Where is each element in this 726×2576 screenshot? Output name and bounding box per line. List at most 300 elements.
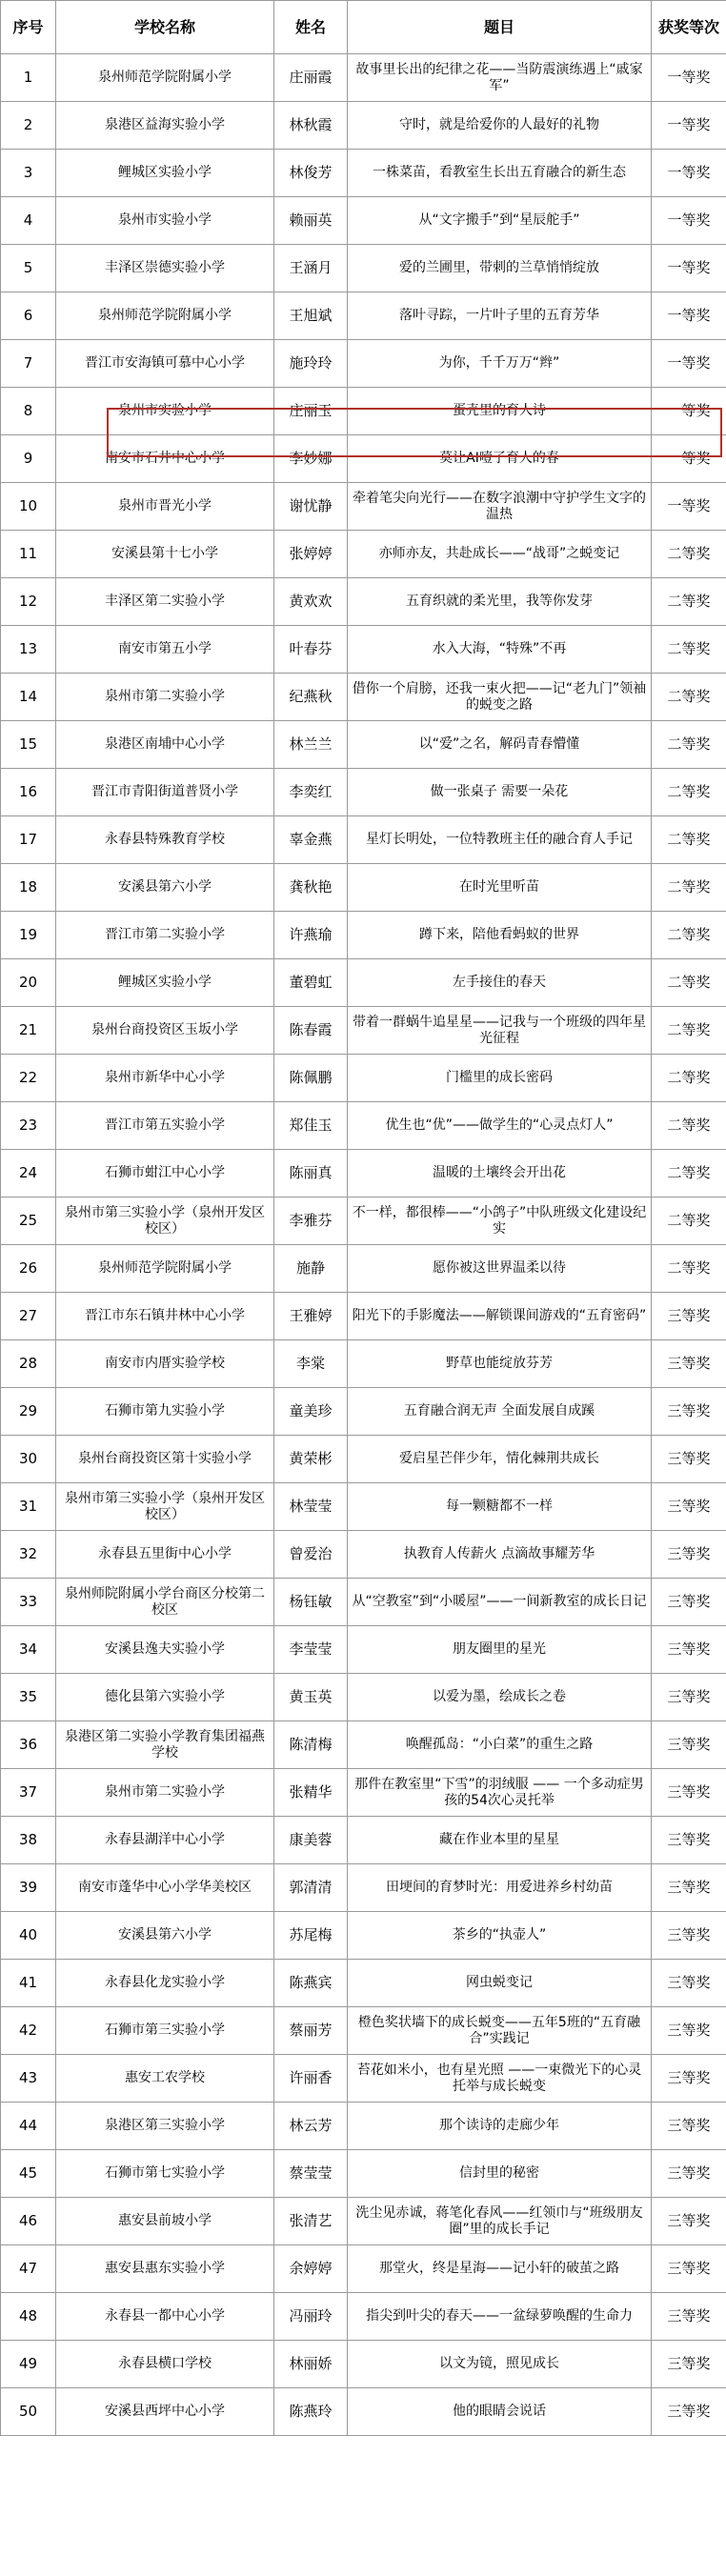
table-row xyxy=(1,1817,726,1864)
cell-title: 那个读诗的走廊少年 xyxy=(348,2103,652,2150)
cell-seq: 9 xyxy=(1,435,56,483)
cell-name: 陈燕玲 xyxy=(274,2388,348,2436)
cell-title: 守时，就是给爱你的人最好的礼物 xyxy=(348,102,652,150)
cell-name: 郭清清 xyxy=(274,1864,348,1912)
cell-school: 永春县特殊教育学校 xyxy=(56,816,274,864)
cell-award: 一等奖 xyxy=(652,245,726,292)
cell-title: 不一样，都很棒——“小鸽子”中队班级文化建设纪实 xyxy=(348,1197,652,1245)
cell-award: 二等奖 xyxy=(652,1245,726,1293)
cell-seq: 2 xyxy=(1,102,56,150)
cell-school: 南安市内厝实验学校 xyxy=(56,1340,274,1388)
cell-school: 永春县化龙实验小学 xyxy=(56,1960,274,2007)
cell-seq: 6 xyxy=(1,292,56,340)
cell-seq: 41 xyxy=(1,1960,56,2007)
table-row xyxy=(1,959,726,1007)
cell-seq: 29 xyxy=(1,1388,56,1436)
table-row xyxy=(1,483,726,531)
cell-seq: 48 xyxy=(1,2293,56,2341)
cell-title: 那件在教室里“下雪”的羽绒服 —— 一个多动症男孩的54次心灵托举 xyxy=(348,1769,652,1817)
cell-school: 泉港区第二实验小学教育集团福燕学校 xyxy=(56,1721,274,1769)
cell-seq: 43 xyxy=(1,2055,56,2103)
cell-title: 亦师亦友，共赴成长——“战哥”之蜕变记 xyxy=(348,531,652,578)
table-row xyxy=(1,2198,726,2245)
cell-award: 三等奖 xyxy=(652,1340,726,1388)
cell-award: 一等奖 xyxy=(652,197,726,245)
cell-name: 王涵月 xyxy=(274,245,348,292)
cell-school: 泉州市第二实验小学 xyxy=(56,1769,274,1817)
table-row xyxy=(1,1531,726,1579)
cell-award: 一等奖 xyxy=(652,388,726,435)
cell-title: 为你，千千万万“辫” xyxy=(348,340,652,388)
cell-name: 郑佳玉 xyxy=(274,1102,348,1150)
cell-title: 从“文字搬手”到“星辰舵手” xyxy=(348,197,652,245)
cell-award: 三等奖 xyxy=(652,1388,726,1436)
cell-school: 晋江市青阳街道普贤小学 xyxy=(56,769,274,816)
cell-title: 每一颗糖都不一样 xyxy=(348,1483,652,1531)
table-row xyxy=(1,2245,726,2293)
cell-school: 晋江市第二实验小学 xyxy=(56,912,274,959)
table-row xyxy=(1,2388,726,2436)
header-award: 获奖等次 xyxy=(652,1,726,54)
cell-title: 门槛里的成长密码 xyxy=(348,1055,652,1102)
cell-award: 二等奖 xyxy=(652,578,726,626)
cell-title: 爱的兰圃里，带刺的兰草悄悄绽放 xyxy=(348,245,652,292)
cell-school: 泉州市实验小学 xyxy=(56,197,274,245)
table-row xyxy=(1,1293,726,1340)
cell-school: 永春县一都中心小学 xyxy=(56,2293,274,2341)
table-row xyxy=(1,1340,726,1388)
cell-seq: 21 xyxy=(1,1007,56,1055)
cell-school: 晋江市安海镇可慕中心小学 xyxy=(56,340,274,388)
cell-award: 一等奖 xyxy=(652,292,726,340)
cell-name: 蔡莹莹 xyxy=(274,2150,348,2198)
cell-seq: 44 xyxy=(1,2103,56,2150)
cell-name: 李奕红 xyxy=(274,769,348,816)
cell-title: 以“爱”之名，解码青春懵懂 xyxy=(348,721,652,769)
cell-seq: 30 xyxy=(1,1436,56,1483)
cell-seq: 26 xyxy=(1,1245,56,1293)
table-row xyxy=(1,864,726,912)
cell-title: 故事里长出的纪律之花——当防震演练遇上“戚家军” xyxy=(348,54,652,102)
cell-title: 网虫蜕变记 xyxy=(348,1960,652,2007)
cell-title: 做一张桌子 需要一朵花 xyxy=(348,769,652,816)
table-row xyxy=(1,292,726,340)
cell-school: 安溪县第六小学 xyxy=(56,864,274,912)
cell-name: 康美蓉 xyxy=(274,1817,348,1864)
cell-name: 杨钰敏 xyxy=(274,1579,348,1626)
cell-name: 林莹莹 xyxy=(274,1483,348,1531)
cell-award: 一等奖 xyxy=(652,54,726,102)
cell-school: 泉州市第二实验小学 xyxy=(56,674,274,721)
cell-title: 那堂火，终是星海——记小轩的破茧之路 xyxy=(348,2245,652,2293)
cell-title: 优生也“优”——做学生的“心灵点灯人” xyxy=(348,1102,652,1150)
cell-seq: 8 xyxy=(1,388,56,435)
cell-seq: 17 xyxy=(1,816,56,864)
cell-award: 一等奖 xyxy=(652,483,726,531)
cell-award: 三等奖 xyxy=(652,2388,726,2436)
cell-title: 唤醒孤岛：“小白菜”的重生之路 xyxy=(348,1721,652,1769)
cell-seq: 38 xyxy=(1,1817,56,1864)
cell-name: 林秋霞 xyxy=(274,102,348,150)
cell-name: 李莹莹 xyxy=(274,1626,348,1674)
cell-seq: 45 xyxy=(1,2150,56,2198)
table-row xyxy=(1,1007,726,1055)
cell-title: 星灯长明处，一位特教班主任的融合育人手记 xyxy=(348,816,652,864)
cell-seq: 20 xyxy=(1,959,56,1007)
cell-name: 黄玉英 xyxy=(274,1674,348,1721)
cell-name: 庄丽霞 xyxy=(274,54,348,102)
cell-seq: 33 xyxy=(1,1579,56,1626)
cell-school: 德化县第六实验小学 xyxy=(56,1674,274,1721)
cell-school: 泉州市新华中心小学 xyxy=(56,1055,274,1102)
cell-school: 石狮市第九实验小学 xyxy=(56,1388,274,1436)
cell-title: 藏在作业本里的星星 xyxy=(348,1817,652,1864)
cell-title: 牵着笔尖向光行——在数字浪潮中守护学生文字的温热 xyxy=(348,483,652,531)
cell-award: 二等奖 xyxy=(652,959,726,1007)
cell-title: 以爱为墨，绘成长之卷 xyxy=(348,1674,652,1721)
cell-award: 三等奖 xyxy=(652,1769,726,1817)
cell-title: 田埂间的育梦时光：用爱进养乡村幼苗 xyxy=(348,1864,652,1912)
table-row xyxy=(1,1626,726,1674)
table-row xyxy=(1,2341,726,2388)
cell-name: 王旭斌 xyxy=(274,292,348,340)
table-row xyxy=(1,435,726,483)
header-school: 学校名称 xyxy=(56,1,274,54)
cell-award: 三等奖 xyxy=(652,1436,726,1483)
cell-seq: 27 xyxy=(1,1293,56,1340)
cell-name: 蔡丽芳 xyxy=(274,2007,348,2055)
cell-name: 纪燕秋 xyxy=(274,674,348,721)
cell-award: 三等奖 xyxy=(652,1293,726,1340)
cell-title: 阳光下的手影魔法——解锁课间游戏的“五育密码” xyxy=(348,1293,652,1340)
cell-title: 五育融合润无声 全面发展自成蹊 xyxy=(348,1388,652,1436)
cell-award: 二等奖 xyxy=(652,864,726,912)
cell-seq: 28 xyxy=(1,1340,56,1388)
cell-title: 洗尘见赤诚，蒋笔化春风——红领巾与“班级朋友圈”里的成长手记 xyxy=(348,2198,652,2245)
cell-school: 丰泽区第二实验小学 xyxy=(56,578,274,626)
cell-name: 李妙娜 xyxy=(274,435,348,483)
cell-school: 永春县横口学校 xyxy=(56,2341,274,2388)
cell-school: 泉州台商投资区玉坂小学 xyxy=(56,1007,274,1055)
cell-award: 二等奖 xyxy=(652,1150,726,1197)
cell-school: 惠安县前坡小学 xyxy=(56,2198,274,2245)
cell-title: 蛋壳里的育人诗 xyxy=(348,388,652,435)
cell-award: 二等奖 xyxy=(652,674,726,721)
cell-school: 南安市第五小学 xyxy=(56,626,274,674)
cell-seq: 5 xyxy=(1,245,56,292)
cell-award: 三等奖 xyxy=(652,1483,726,1531)
cell-name: 陈春霞 xyxy=(274,1007,348,1055)
cell-title: 左手接住的春天 xyxy=(348,959,652,1007)
cell-title: 朋友圈里的星光 xyxy=(348,1626,652,1674)
cell-title: 从“空教室”到“小暖屋”——一间新教室的成长日记 xyxy=(348,1579,652,1626)
cell-school: 安溪县第十七小学 xyxy=(56,531,274,578)
cell-title: 愿你被这世界温柔以待 xyxy=(348,1245,652,1293)
cell-name: 曾爱治 xyxy=(274,1531,348,1579)
cell-seq: 22 xyxy=(1,1055,56,1102)
cell-award: 三等奖 xyxy=(652,2245,726,2293)
cell-school: 丰泽区崇德实验小学 xyxy=(56,245,274,292)
cell-title: 执教育人传薪火 点滴故事耀芳华 xyxy=(348,1531,652,1579)
table-row xyxy=(1,1197,726,1245)
table-row xyxy=(1,388,726,435)
cell-award: 二等奖 xyxy=(652,816,726,864)
cell-name: 叶春芬 xyxy=(274,626,348,674)
cell-seq: 35 xyxy=(1,1674,56,1721)
cell-award: 三等奖 xyxy=(652,1864,726,1912)
table-row xyxy=(1,626,726,674)
cell-name: 许丽香 xyxy=(274,2055,348,2103)
cell-name: 苏尾梅 xyxy=(274,1912,348,1960)
cell-seq: 15 xyxy=(1,721,56,769)
cell-seq: 46 xyxy=(1,2198,56,2245)
cell-name: 赖丽英 xyxy=(274,197,348,245)
cell-school: 南安市蓬华中心小学华美校区 xyxy=(56,1864,274,1912)
cell-seq: 4 xyxy=(1,197,56,245)
cell-school: 惠安工农学校 xyxy=(56,2055,274,2103)
cell-award: 二等奖 xyxy=(652,1102,726,1150)
table-row xyxy=(1,2055,726,2103)
cell-seq: 34 xyxy=(1,1626,56,1674)
cell-seq: 13 xyxy=(1,626,56,674)
cell-award: 三等奖 xyxy=(652,1721,726,1769)
table-row xyxy=(1,197,726,245)
cell-school: 泉州师范学院附属小学 xyxy=(56,54,274,102)
table-row xyxy=(1,721,726,769)
cell-school: 晋江市第五实验小学 xyxy=(56,1102,274,1150)
cell-award: 二等奖 xyxy=(652,1055,726,1102)
header-row xyxy=(1,1,726,54)
cell-award: 三等奖 xyxy=(652,1960,726,2007)
cell-award: 二等奖 xyxy=(652,531,726,578)
table-row xyxy=(1,1388,726,1436)
table-row xyxy=(1,531,726,578)
table-row xyxy=(1,1912,726,1960)
cell-award: 三等奖 xyxy=(652,2055,726,2103)
cell-school: 永春县五里街中心小学 xyxy=(56,1531,274,1579)
cell-school: 泉州师院附属小学台商区分校第二校区 xyxy=(56,1579,274,1626)
header-name: 姓名 xyxy=(274,1,348,54)
cell-award: 三等奖 xyxy=(652,2103,726,2150)
cell-award: 二等奖 xyxy=(652,721,726,769)
cell-school: 惠安县惠东实验小学 xyxy=(56,2245,274,2293)
cell-name: 谢忧静 xyxy=(274,483,348,531)
header-seq: 序号 xyxy=(1,1,56,54)
cell-award: 三等奖 xyxy=(652,1912,726,1960)
cell-name: 林兰兰 xyxy=(274,721,348,769)
cell-title: 以文为镜，照见成长 xyxy=(348,2341,652,2388)
cell-seq: 14 xyxy=(1,674,56,721)
cell-school: 泉州市第三实验小学（泉州开发区校区） xyxy=(56,1197,274,1245)
cell-name: 冯丽玲 xyxy=(274,2293,348,2341)
cell-name: 张精华 xyxy=(274,1769,348,1817)
table-row xyxy=(1,1721,726,1769)
cell-school: 泉州台商投资区第十实验小学 xyxy=(56,1436,274,1483)
table-row xyxy=(1,245,726,292)
cell-name: 余婷婷 xyxy=(274,2245,348,2293)
cell-title: 茶乡的“执壶人” xyxy=(348,1912,652,1960)
cell-seq: 37 xyxy=(1,1769,56,1817)
cell-seq: 16 xyxy=(1,769,56,816)
cell-name: 董碧虹 xyxy=(274,959,348,1007)
cell-name: 林云芳 xyxy=(274,2103,348,2150)
cell-title: 在时光里听苗 xyxy=(348,864,652,912)
cell-name: 黄欢欢 xyxy=(274,578,348,626)
cell-name: 许燕瑜 xyxy=(274,912,348,959)
cell-school: 石狮市蚶江中心小学 xyxy=(56,1150,274,1197)
cell-name: 王雅婷 xyxy=(274,1293,348,1340)
cell-school: 泉州市实验小学 xyxy=(56,388,274,435)
table-row xyxy=(1,1483,726,1531)
cell-seq: 32 xyxy=(1,1531,56,1579)
cell-name: 林丽娇 xyxy=(274,2341,348,2388)
cell-title: 莫让AI噎了育人的春 xyxy=(348,435,652,483)
table-row xyxy=(1,769,726,816)
cell-title: 带着一群蜗牛追星星——记我与一个班级的四年星光征程 xyxy=(348,1007,652,1055)
table-row xyxy=(1,1674,726,1721)
cell-award: 三等奖 xyxy=(652,2198,726,2245)
cell-school: 泉州市晋光小学 xyxy=(56,483,274,531)
table-row xyxy=(1,2007,726,2055)
cell-name: 庄丽玉 xyxy=(274,388,348,435)
table-row xyxy=(1,1864,726,1912)
cell-seq: 18 xyxy=(1,864,56,912)
cell-seq: 49 xyxy=(1,2341,56,2388)
cell-award: 一等奖 xyxy=(652,102,726,150)
table-row xyxy=(1,816,726,864)
cell-school: 泉州师范学院附属小学 xyxy=(56,292,274,340)
cell-name: 陈清梅 xyxy=(274,1721,348,1769)
cell-title: 蹲下来，陪他看蚂蚁的世界 xyxy=(348,912,652,959)
cell-name: 张清艺 xyxy=(274,2198,348,2245)
table-row xyxy=(1,674,726,721)
cell-seq: 25 xyxy=(1,1197,56,1245)
cell-title: 水入大海，“特殊”不再 xyxy=(348,626,652,674)
table-row xyxy=(1,1102,726,1150)
cell-award: 一等奖 xyxy=(652,340,726,388)
cell-name: 陈燕宾 xyxy=(274,1960,348,2007)
table-row xyxy=(1,1579,726,1626)
cell-seq: 19 xyxy=(1,912,56,959)
table-row xyxy=(1,2293,726,2341)
cell-name: 李棠 xyxy=(274,1340,348,1388)
cell-school: 泉港区南埔中心小学 xyxy=(56,721,274,769)
cell-award: 三等奖 xyxy=(652,1817,726,1864)
cell-award: 三等奖 xyxy=(652,1531,726,1579)
cell-name: 黄荣彬 xyxy=(274,1436,348,1483)
cell-name: 龚秋艳 xyxy=(274,864,348,912)
table-row xyxy=(1,150,726,197)
table-row xyxy=(1,102,726,150)
cell-seq: 7 xyxy=(1,340,56,388)
cell-title: 橙色奖状墙下的成长蜕变——五年5班的“五育融合”实践记 xyxy=(348,2007,652,2055)
cell-title: 信封里的秘密 xyxy=(348,2150,652,2198)
header-title: 题目 xyxy=(348,1,652,54)
cell-award: 二等奖 xyxy=(652,1197,726,1245)
cell-award: 三等奖 xyxy=(652,2007,726,2055)
table-row xyxy=(1,1436,726,1483)
cell-title: 爱启星芒伴少年，情化棘荆共成长 xyxy=(348,1436,652,1483)
table-row xyxy=(1,340,726,388)
cell-title: 落叶寻踪，一片叶子里的五育芳华 xyxy=(348,292,652,340)
table-row xyxy=(1,2103,726,2150)
cell-seq: 3 xyxy=(1,150,56,197)
cell-title: 一株菜苗，看教室生长出五育融合的新生态 xyxy=(348,150,652,197)
cell-title: 指尖到叶尖的春天——一盆绿萝唤醒的生命力 xyxy=(348,2293,652,2341)
cell-seq: 11 xyxy=(1,531,56,578)
cell-name: 施静 xyxy=(274,1245,348,1293)
cell-award: 二等奖 xyxy=(652,769,726,816)
cell-name: 辜金燕 xyxy=(274,816,348,864)
cell-award: 三等奖 xyxy=(652,2341,726,2388)
cell-school: 石狮市第七实验小学 xyxy=(56,2150,274,2198)
cell-name: 陈佩鹏 xyxy=(274,1055,348,1102)
cell-seq: 24 xyxy=(1,1150,56,1197)
table-row xyxy=(1,1960,726,2007)
cell-seq: 50 xyxy=(1,2388,56,2436)
cell-seq: 10 xyxy=(1,483,56,531)
table-row xyxy=(1,912,726,959)
cell-title: 野草也能绽放芬芳 xyxy=(348,1340,652,1388)
cell-school: 永春县湖洋中心小学 xyxy=(56,1817,274,1864)
cell-seq: 23 xyxy=(1,1102,56,1150)
table-row xyxy=(1,54,726,102)
table-row xyxy=(1,1055,726,1102)
cell-title: 五育织就的柔光里，我等你发芽 xyxy=(348,578,652,626)
cell-school: 鲤城区实验小学 xyxy=(56,150,274,197)
cell-name: 张婷婷 xyxy=(274,531,348,578)
cell-award: 三等奖 xyxy=(652,1626,726,1674)
cell-name: 李雅芬 xyxy=(274,1197,348,1245)
table-row xyxy=(1,1150,726,1197)
cell-award: 三等奖 xyxy=(652,2150,726,2198)
table-row xyxy=(1,578,726,626)
cell-award: 三等奖 xyxy=(652,1674,726,1721)
cell-seq: 40 xyxy=(1,1912,56,1960)
cell-award: 三等奖 xyxy=(652,2293,726,2341)
cell-award: 二等奖 xyxy=(652,626,726,674)
cell-award: 三等奖 xyxy=(652,1579,726,1626)
cell-seq: 36 xyxy=(1,1721,56,1769)
table-row xyxy=(1,2150,726,2198)
cell-school: 泉州市第三实验小学（泉州开发区校区） xyxy=(56,1483,274,1531)
cell-seq: 12 xyxy=(1,578,56,626)
cell-school: 安溪县西坪中心小学 xyxy=(56,2388,274,2436)
cell-award: 一等奖 xyxy=(652,435,726,483)
cell-seq: 1 xyxy=(1,54,56,102)
table-row xyxy=(1,1769,726,1817)
cell-school: 晋江市东石镇井林中心小学 xyxy=(56,1293,274,1340)
cell-award: 一等奖 xyxy=(652,150,726,197)
cell-school: 泉州师范学院附属小学 xyxy=(56,1245,274,1293)
cell-title: 借你一个肩膀，还我一束火把——记“老九门”领袖的蜕变之路 xyxy=(348,674,652,721)
cell-school: 安溪县逸夫实验小学 xyxy=(56,1626,274,1674)
cell-seq: 47 xyxy=(1,2245,56,2293)
table-row xyxy=(1,1245,726,1293)
cell-school: 鲤城区实验小学 xyxy=(56,959,274,1007)
cell-seq: 31 xyxy=(1,1483,56,1531)
cell-school: 泉港区益海实验小学 xyxy=(56,102,274,150)
cell-seq: 42 xyxy=(1,2007,56,2055)
cell-award: 二等奖 xyxy=(652,1007,726,1055)
cell-name: 林俊芳 xyxy=(274,150,348,197)
cell-award: 二等奖 xyxy=(652,912,726,959)
cell-title: 温暖的土壤终会开出花 xyxy=(348,1150,652,1197)
cell-name: 陈丽真 xyxy=(274,1150,348,1197)
cell-school: 南安市石井中心小学 xyxy=(56,435,274,483)
cell-title: 苔花如米小，也有星光照 ——一束微光下的心灵托举与成长蜕变 xyxy=(348,2055,652,2103)
cell-school: 泉港区第三实验小学 xyxy=(56,2103,274,2150)
